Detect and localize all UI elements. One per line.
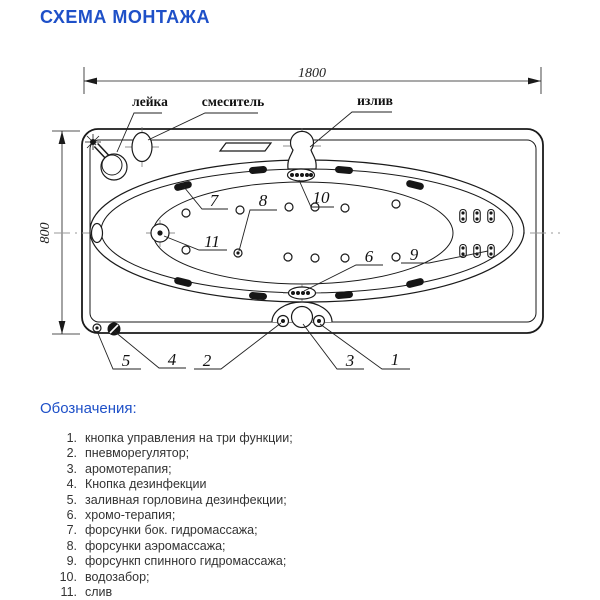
callout-7: 7	[209, 191, 219, 210]
arrow-up-icon	[59, 131, 66, 144]
legend-item-9: 9. форсункп спинного гидромассажа;	[66, 554, 287, 569]
dimension-width-value: 1800	[298, 66, 326, 81]
legend-item-2: 2. пневморегулятор;	[66, 446, 190, 461]
callout-9: 9	[409, 245, 419, 264]
label-spout: излив	[357, 93, 393, 108]
legend-item-7: 7. форсунки бок. гидромассажа;	[66, 523, 258, 538]
label-shower: лейка	[132, 94, 168, 109]
headrest	[220, 143, 271, 151]
dimension-height-value: 800	[38, 222, 53, 244]
arrow-right-icon	[528, 78, 541, 85]
callout-6: 6	[364, 247, 374, 266]
legend-item-6: 6. хромо-терапия;	[66, 508, 176, 523]
legend-item-1: 1. кнопка управления на три функции;	[66, 431, 293, 445]
callout-4: 4	[167, 350, 177, 369]
label-mixer: смеситель	[201, 94, 265, 109]
legend-item-3: 3. аромотерапия;	[66, 461, 172, 476]
aromatherapy-port	[292, 307, 313, 328]
callout-8: 8	[258, 191, 268, 210]
legend-heading: Обозначения:	[40, 400, 137, 417]
callout-5: 5	[121, 351, 131, 370]
legend-item-8: 8. форсунки аэромассажа;	[66, 538, 226, 553]
legend-item-5: 5. заливная горловина дезинфекции;	[66, 492, 287, 507]
callout-10: 10	[312, 188, 330, 207]
callout-1: 1	[390, 350, 400, 369]
water-intake-icon	[288, 169, 315, 181]
callout-3: 3	[345, 351, 355, 370]
callout-11: 11	[204, 232, 220, 251]
side-port	[92, 224, 103, 243]
part-labels	[132, 93, 393, 109]
legend-list	[40, 431, 380, 600]
legend-item-11: 11. слив	[60, 585, 113, 600]
page-title: СХЕМА МОНТАЖА	[40, 7, 210, 27]
callout-2: 2	[202, 351, 212, 370]
arrow-down-icon	[59, 321, 66, 334]
arrow-left-icon	[84, 78, 97, 85]
legend-item-4: 4. Кнопка дезинфекции	[66, 477, 207, 492]
dimension-width	[84, 66, 541, 94]
legend-item-10: 10. водозабор;	[59, 569, 150, 584]
